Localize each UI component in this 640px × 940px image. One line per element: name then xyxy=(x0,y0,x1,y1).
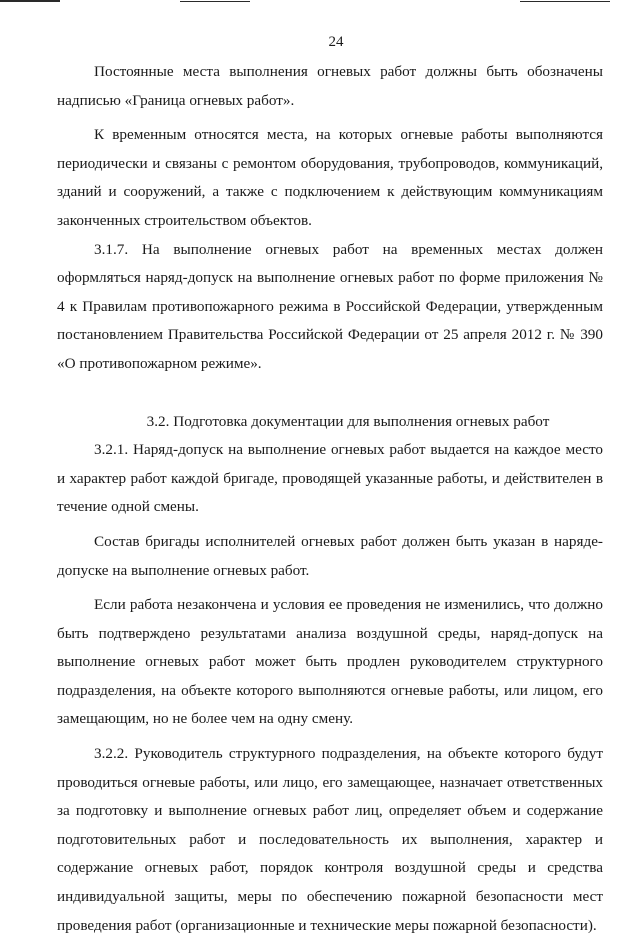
paragraph-temporary-places: К временным относятся места, на которых огневые работы выполняются периодически и связаны с ремонтом оборудования, трубопроводов, коммуникаций, зданий и сооружений, а также с подключением к действующим коммуникациям законченных строительством объектов. xyxy=(57,126,603,229)
paragraph-permanent-places: Постоянные места выполнения огневых работ должны быть обозначены надписью «Граница огневых работ». xyxy=(57,63,603,109)
scan-edge-artifact xyxy=(0,0,640,6)
paragraph-3-2-2: 3.2.2. Руководитель структурного подразделения, на объекте которого будут проводиться огневые работы, или лицо, его замещающее, назначает ответственных за подготовку и выполнение огневых работ лиц, определяет объем и содержание подготовительных работ и последовательность их выполнения, характер и содержание огневых работ, порядок контроля воздушной среды и средства индивидуальной защиты, меры по обеспечению пожарной безопасности мест проведения работ (организационные и технические меры пожарной безопасности). xyxy=(57,745,603,934)
document-body xyxy=(57,58,603,940)
page-number: 24 xyxy=(328,34,344,50)
paragraph-3-1-7: 3.1.7. На выполнение огневых работ на временных местах должен оформляться наряд-допуск на выполнение огневых работ по форме приложения № 4 к Правилам противопожарного режима в Российской Федерации, утвержденным постановлением Правительства Российской Федерации от 25 апреля 2012 г. № 390 «О противопожарном режиме». xyxy=(57,240,603,372)
section-heading-3-2: 3.2. Подготовка документации для выполнения огневых работ xyxy=(146,412,550,430)
paragraph-brigade-composition: Состав бригады исполнителей огневых работ должен быть указан в наряде-допуске на выполнение огневых работ. xyxy=(57,532,603,579)
paragraph-extension: Если работа незакончена и условия ее проведения не изменились, что должно быть подтверждено результатами анализа воздушной среды, наряд-допуск на выполнение огневых работ может быть продлен руководителем структурного подразделения, на объекте которого выполняются огневые работы, или лицом, его замещающим, но не более чем на одну смену. xyxy=(57,596,603,728)
paragraph-3-2-1: 3.2.1. Наряд-допуск на выполнение огневых работ выдается на каждое место и характер работ каждой бригаде, проводящей указанные работы, и действителен в течение одной смены. xyxy=(57,441,603,516)
